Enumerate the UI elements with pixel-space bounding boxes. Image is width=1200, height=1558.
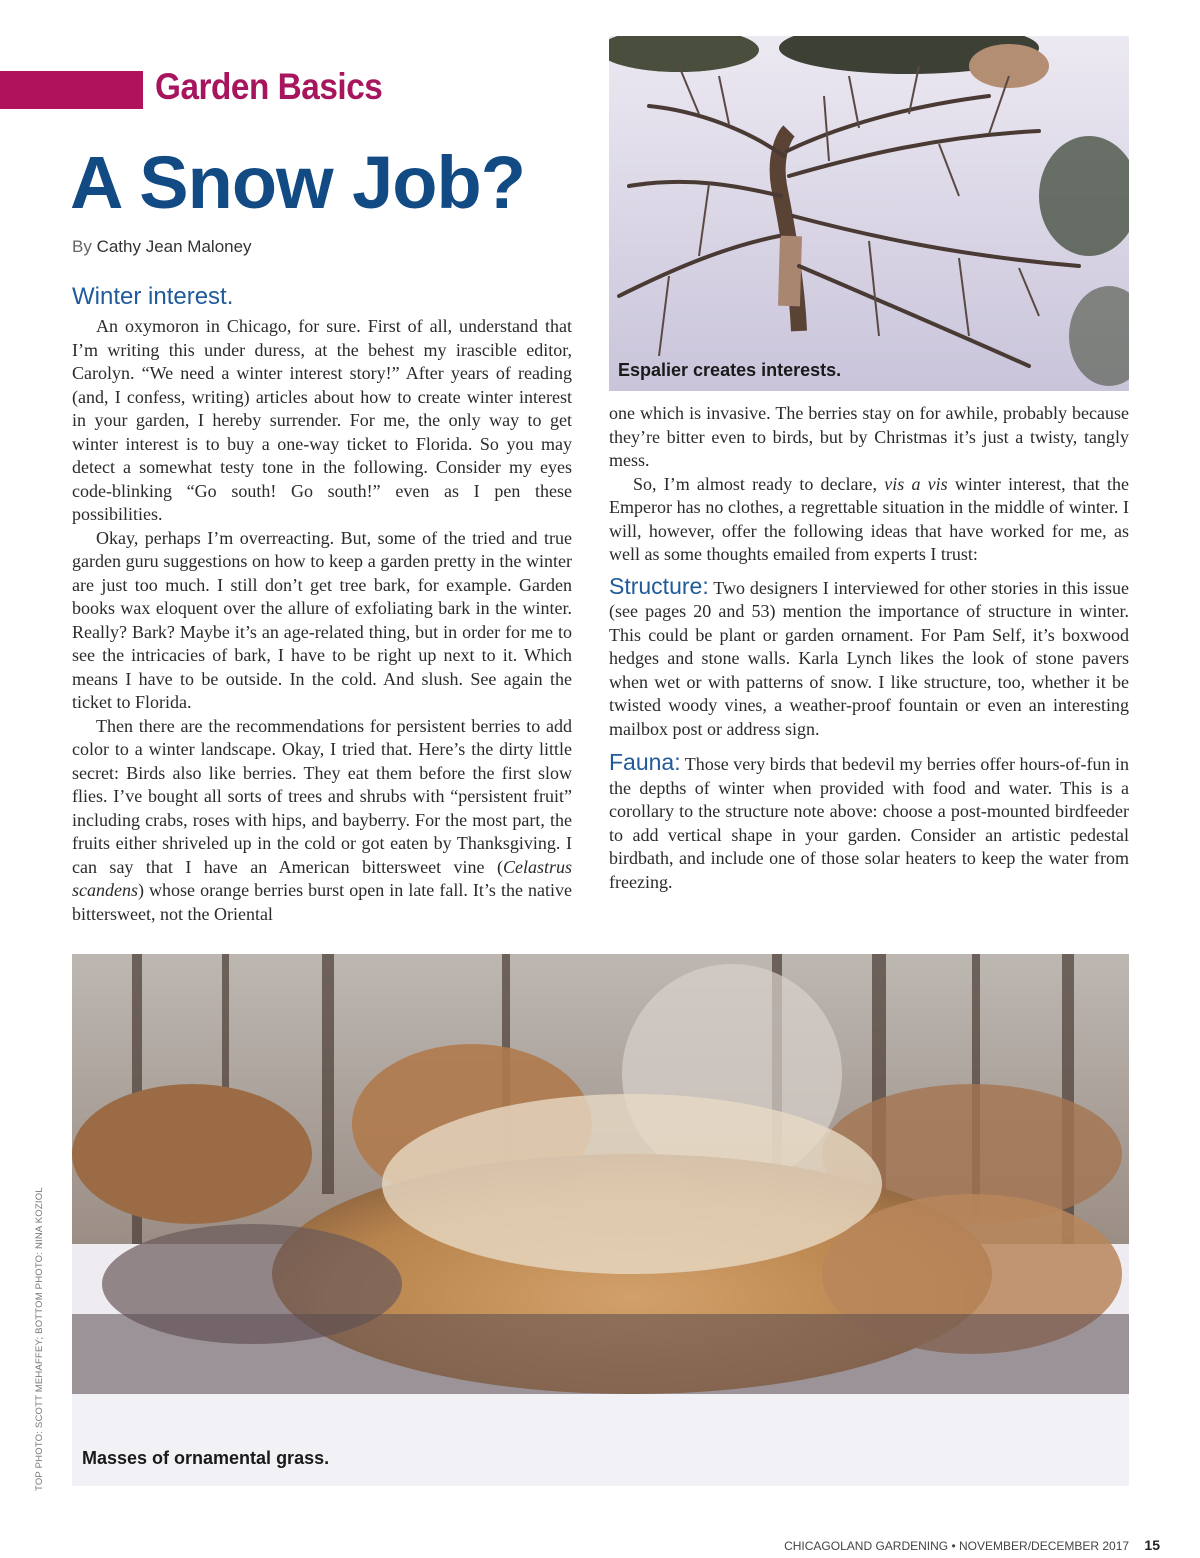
paragraph-3 bbox=[72, 715, 572, 927]
headline: A Snow Job? bbox=[70, 141, 525, 224]
paragraph-3-italic: Celastrus scandens bbox=[72, 856, 572, 900]
section-title: Garden Basics bbox=[155, 66, 383, 107]
espalier-photo-art bbox=[609, 36, 1129, 391]
emperor-text-b: winter interest, that the Emperor has no clothes, a regrettable situation in the middle of winter. I will, however, offer the following ideas that have worked for me, as well as some thoughts emailed from experts I trust: bbox=[609, 473, 1129, 564]
footer-issue: NOVEMBER/DECEMBER 2017 bbox=[959, 1539, 1130, 1553]
page-number: 15 bbox=[1144, 1537, 1160, 1553]
photo-espalier bbox=[609, 36, 1129, 391]
caption-bottom: Masses of ornamental grass. bbox=[82, 1448, 330, 1468]
paragraph-3-text-a: Then there are the recommendations for persistent berries to add color to a winter landscape. Okay, I tried that. Here’s the dirty little secret: Birds also like berries. They eat them before the first slow flies. I’ve bought all sorts of trees and shrubs with “persistent fruit” including crabs, roses with hips, and bayberry. For the most part, the fruits either shriveled up in the cold or got eaten by Thanksgiving. I can say that I have an American bittersweet vine ( bbox=[72, 715, 572, 877]
photo-ornamental-grass bbox=[72, 954, 1129, 1486]
paragraph-2: Okay, perhaps I’m overreacting. But, some of the tried and true garden guru suggestions on how to keep a garden pretty in the winter are just too much. I still don’t get tree bark, for example. Garden books wax eloquent over the allure of exfoliating bark in the winter. Really? Bark? Maybe it’s an age-related thing, but in order for me to see the intricacies of bark, I have to be right up next to it. Which means I have to be outside. In the cold. And slush. See again the ticket to Florida. bbox=[72, 527, 572, 712]
fauna-label: Fauna: bbox=[609, 749, 681, 775]
fauna-text: Those very birds that bedevil my berries offer hours-of-fun in the depths of winter when provided with food and water. This is a corollary to the structure note above: choose a post-mounted birdfeeder to add vertical shape in your garden. Consider an artistic pedestal birdbath, and include one of those solar heaters to keep the water from freezing. bbox=[609, 754, 1129, 892]
byline-author: Cathy Jean Maloney bbox=[96, 237, 252, 256]
subhead: Winter interest. bbox=[72, 283, 234, 310]
emperor-paragraph bbox=[609, 473, 1129, 567]
paragraph-3-text-b: ) whose orange berries burst open in late fall. It’s the native bittersweet, not the Oriental bbox=[72, 880, 572, 924]
photo-credit: TOP PHOTO: SCOTT MEHAFFEY; BOTTOM PHOTO: NINA KOZIOL bbox=[34, 1187, 45, 1491]
grass-photo-art bbox=[72, 954, 1129, 1486]
structure-text: Two designers I interviewed for other stories in this issue (see pages 20 and 53) mention the importance of structure in winter. This could be plant or garden ornament. For Pam Self, it’s boxwood hedges and stone walls. Karla Lynch likes the look of stone pavers when wet or with patterns of snow. I like structure, too, whether it be twisted woody vines, a weather-proof fountain or even an interesting mailbox post or address sign. bbox=[609, 577, 1129, 739]
continued-paragraph: one which is invasive. The berries stay on for awhile, probably because they’re bitter even to birds, but by Christmas it’s just a twisty, tangly mess. bbox=[609, 403, 1129, 470]
footer-publication: CHICAGOLAND GARDENING bbox=[784, 1539, 949, 1553]
article-column-left bbox=[72, 283, 572, 926]
byline-prefix: By bbox=[72, 237, 92, 256]
footer-separator: • bbox=[951, 1539, 956, 1553]
page-footer bbox=[784, 1537, 1160, 1553]
structure-label: Structure: bbox=[609, 572, 709, 599]
section-color-bar bbox=[0, 71, 143, 109]
structure-paragraph bbox=[609, 572, 1129, 742]
article-column-right bbox=[609, 402, 1129, 894]
emperor-italic: vis a vis bbox=[884, 473, 948, 494]
fauna-paragraph bbox=[609, 751, 1129, 894]
emperor-text-a: So, I’m almost ready to declare, bbox=[633, 473, 885, 494]
paragraph-1: An oxymoron in Chicago, for sure. First of all, understand that I’m writing this under duress, at the behest my irascible editor, Carolyn. “We need a winter interest story!” After years of reading (and, I confess, writing) articles about how to create winter interest in your garden, I hereby surrender. For me, the only way to get winter interest is to buy a one-way ticket to Florida. So you may detect a somewhat testy tone in the following. Consider my eyes code-blinking “Go south! Go south!” even as I pen these possibilities. bbox=[72, 316, 572, 524]
caption-top: Espalier creates interests. bbox=[618, 360, 842, 380]
byline bbox=[72, 237, 252, 257]
